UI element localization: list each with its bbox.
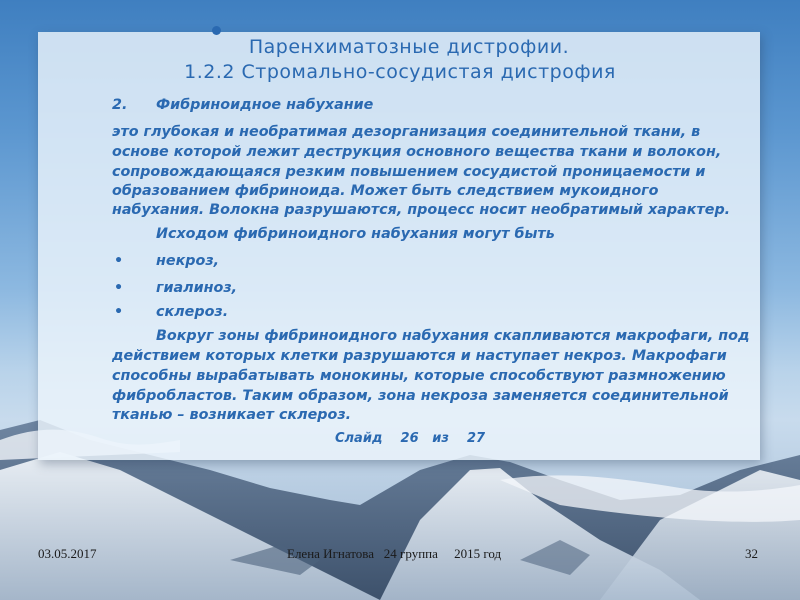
outcome-intro: Исходом фибриноидного набухания могут быть — [156, 226, 555, 242]
paragraph-line: Вокруг зоны фибриноидного набухания скапливаются макрофаги, под — [156, 328, 750, 344]
bullet-item: склероз. — [156, 304, 229, 320]
paragraph-line: это глубокая и необратимая дезорганизация соединительной ткани, в — [112, 124, 701, 140]
bullet-item: некроз, — [156, 253, 220, 269]
slide-counter: Слайд 26 из 27 — [335, 431, 486, 446]
bullet-icon: • — [114, 280, 124, 296]
bullet-item: гиалиноз, — [156, 280, 238, 296]
footer-date: 03.05.2017 — [38, 546, 97, 561]
bullet-icon: • — [114, 253, 124, 269]
slide-subtitle: 1.2.2 Стромально-сосудистая дистрофия — [184, 61, 616, 83]
page-number: 32 — [745, 546, 758, 561]
heading-number: 2. — [112, 97, 128, 113]
footer-author: Елена Игнатова 24 группа 2015 год — [287, 546, 502, 561]
paragraph-line: основе которой лежит деструкция основного вещества ткани и волокон, — [112, 144, 722, 160]
paragraph-line: тканью – возникает склероз. — [112, 407, 352, 423]
paragraph-line: набухания. Волокна разрушаются, процесс носит необратимый характер. — [112, 202, 731, 218]
section-heading: Фибриноидное набухание — [156, 97, 374, 113]
paragraph-line: действием которых клетки разрушаются и наступает некроз. Макрофаги — [112, 348, 727, 364]
paragraph-line: способны вырабатывать монокины, которые способствуют размножению — [112, 368, 726, 384]
paragraph-line: образованием фибриноида. Может быть следствием мукоидного — [112, 183, 659, 199]
paragraph-line: сопровождающаяся резким повышением сосудистой проницаемости и — [112, 164, 706, 180]
paragraph-line: фибробластов. Таким образом, зона некроза заменяется соединительной — [112, 388, 729, 404]
slide-title: Паренхиматозные дистрофии. — [248, 36, 570, 58]
title-bullet-icon — [212, 26, 221, 35]
bullet-icon: • — [114, 304, 124, 320]
